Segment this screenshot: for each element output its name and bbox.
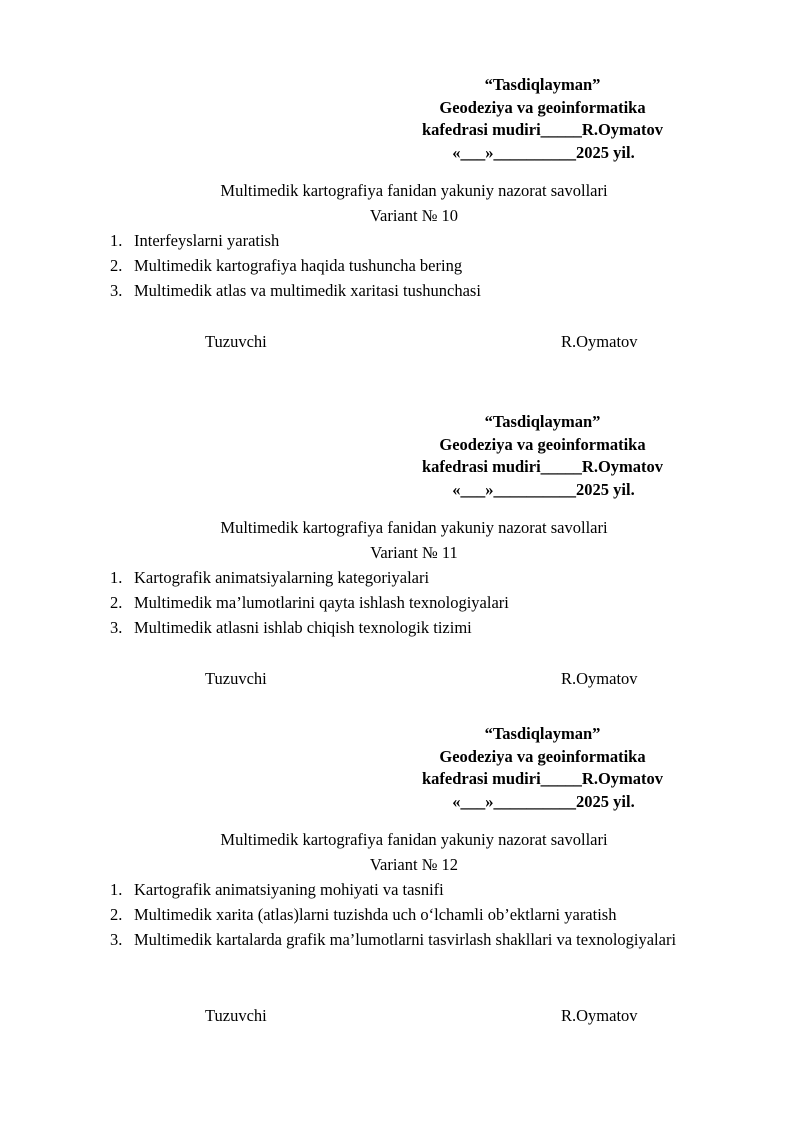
list-item <box>110 228 710 253</box>
question-text: Multimedik atlasni ishlab chiqish texnologik tizimi <box>134 618 472 637</box>
question-text: Multimedik ma’lumotlarini qayta ishlash texnologiyalari <box>134 593 509 612</box>
department-name: Geodeziya va geoinformatika <box>439 746 646 766</box>
question-number: 3. <box>110 930 123 949</box>
exam-title-block <box>0 515 800 565</box>
question-number: 1. <box>110 880 123 899</box>
exam-title-block <box>0 178 800 228</box>
compiler-name: R.Oymatov <box>561 332 638 351</box>
question-number: 2. <box>110 256 123 275</box>
question-text: Kartografik animatsiyaning mohiyati va tasnifi <box>134 880 444 899</box>
exam-title-block <box>0 827 800 877</box>
question-text: Multimedik kartalarda grafik ma’lumotlarni tasvirlash shakllari va texnologiyalari <box>134 930 677 949</box>
approval-heading: “Tasdiqlayman” <box>484 724 601 743</box>
variant-number: Variant № 10 <box>369 206 459 225</box>
compiler-name: R.Oymatov <box>561 1006 638 1025</box>
list-item <box>110 902 710 927</box>
question-text: Multimedik kartografiya haqida tushuncha bering <box>134 256 463 275</box>
question-text: Kartografik animatsiyalarning kategoriyalari <box>134 568 430 587</box>
compiler-label: Tuzuvchi <box>205 332 267 351</box>
question-list <box>110 228 710 303</box>
approval-date-line: «___»__________2025 yil. <box>452 791 635 811</box>
department-head-line: kafedrasi mudiri_____R.Oymatov <box>421 120 664 139</box>
department-name: Geodeziya va geoinformatika <box>439 434 646 454</box>
list-item <box>110 927 710 952</box>
question-list <box>110 565 710 640</box>
approval-stamp-block <box>400 411 685 501</box>
exam-title: Multimedik kartografiya fanidan yakuniy nazorat savollari <box>220 518 608 537</box>
list-item <box>110 278 710 303</box>
question-text: Multimedik atlas va multimedik xaritasi tushunchasi <box>134 281 481 300</box>
list-item <box>110 877 710 902</box>
question-number: 2. <box>110 593 123 612</box>
compiler-name: R.Oymatov <box>561 669 638 688</box>
exam-title: Multimedik kartografiya fanidan yakuniy nazorat savollari <box>220 830 608 849</box>
question-text: Multimedik xarita (atlas)larni tuzishda uch o‘lchamli ob’ektlarni yaratish <box>134 905 617 924</box>
approval-date-line: «___»__________2025 yil. <box>452 479 635 499</box>
list-item <box>110 590 710 615</box>
variant-number: Variant № 12 <box>369 855 459 874</box>
approval-heading: “Tasdiqlayman” <box>484 75 601 94</box>
department-head-line: kafedrasi mudiri_____R.Oymatov <box>421 769 664 788</box>
exam-variant-12 <box>0 723 800 1043</box>
exam-variant-11 <box>0 411 800 731</box>
approval-stamp-block <box>400 74 685 164</box>
compiler-label: Tuzuvchi <box>205 1006 267 1025</box>
approval-heading: “Tasdiqlayman” <box>484 412 601 431</box>
question-number: 1. <box>110 568 123 587</box>
question-number: 3. <box>110 618 123 637</box>
question-text: Interfeyslarni yaratish <box>134 231 280 250</box>
exam-title: Multimedik kartografiya fanidan yakuniy nazorat savollari <box>220 181 608 200</box>
compiler-label: Tuzuvchi <box>205 669 267 688</box>
department-name: Geodeziya va geoinformatika <box>439 97 646 117</box>
exam-variant-10 <box>0 74 800 394</box>
list-item <box>110 615 710 640</box>
question-number: 1. <box>110 231 123 250</box>
variant-number: Variant № 11 <box>370 543 458 562</box>
list-item <box>110 565 710 590</box>
question-number: 3. <box>110 281 123 300</box>
question-number: 2. <box>110 905 123 924</box>
list-item <box>110 253 710 278</box>
department-head-line: kafedrasi mudiri_____R.Oymatov <box>421 457 664 476</box>
question-list <box>110 877 710 952</box>
approval-stamp-block <box>400 723 685 813</box>
approval-date-line: «___»__________2025 yil. <box>452 142 635 162</box>
